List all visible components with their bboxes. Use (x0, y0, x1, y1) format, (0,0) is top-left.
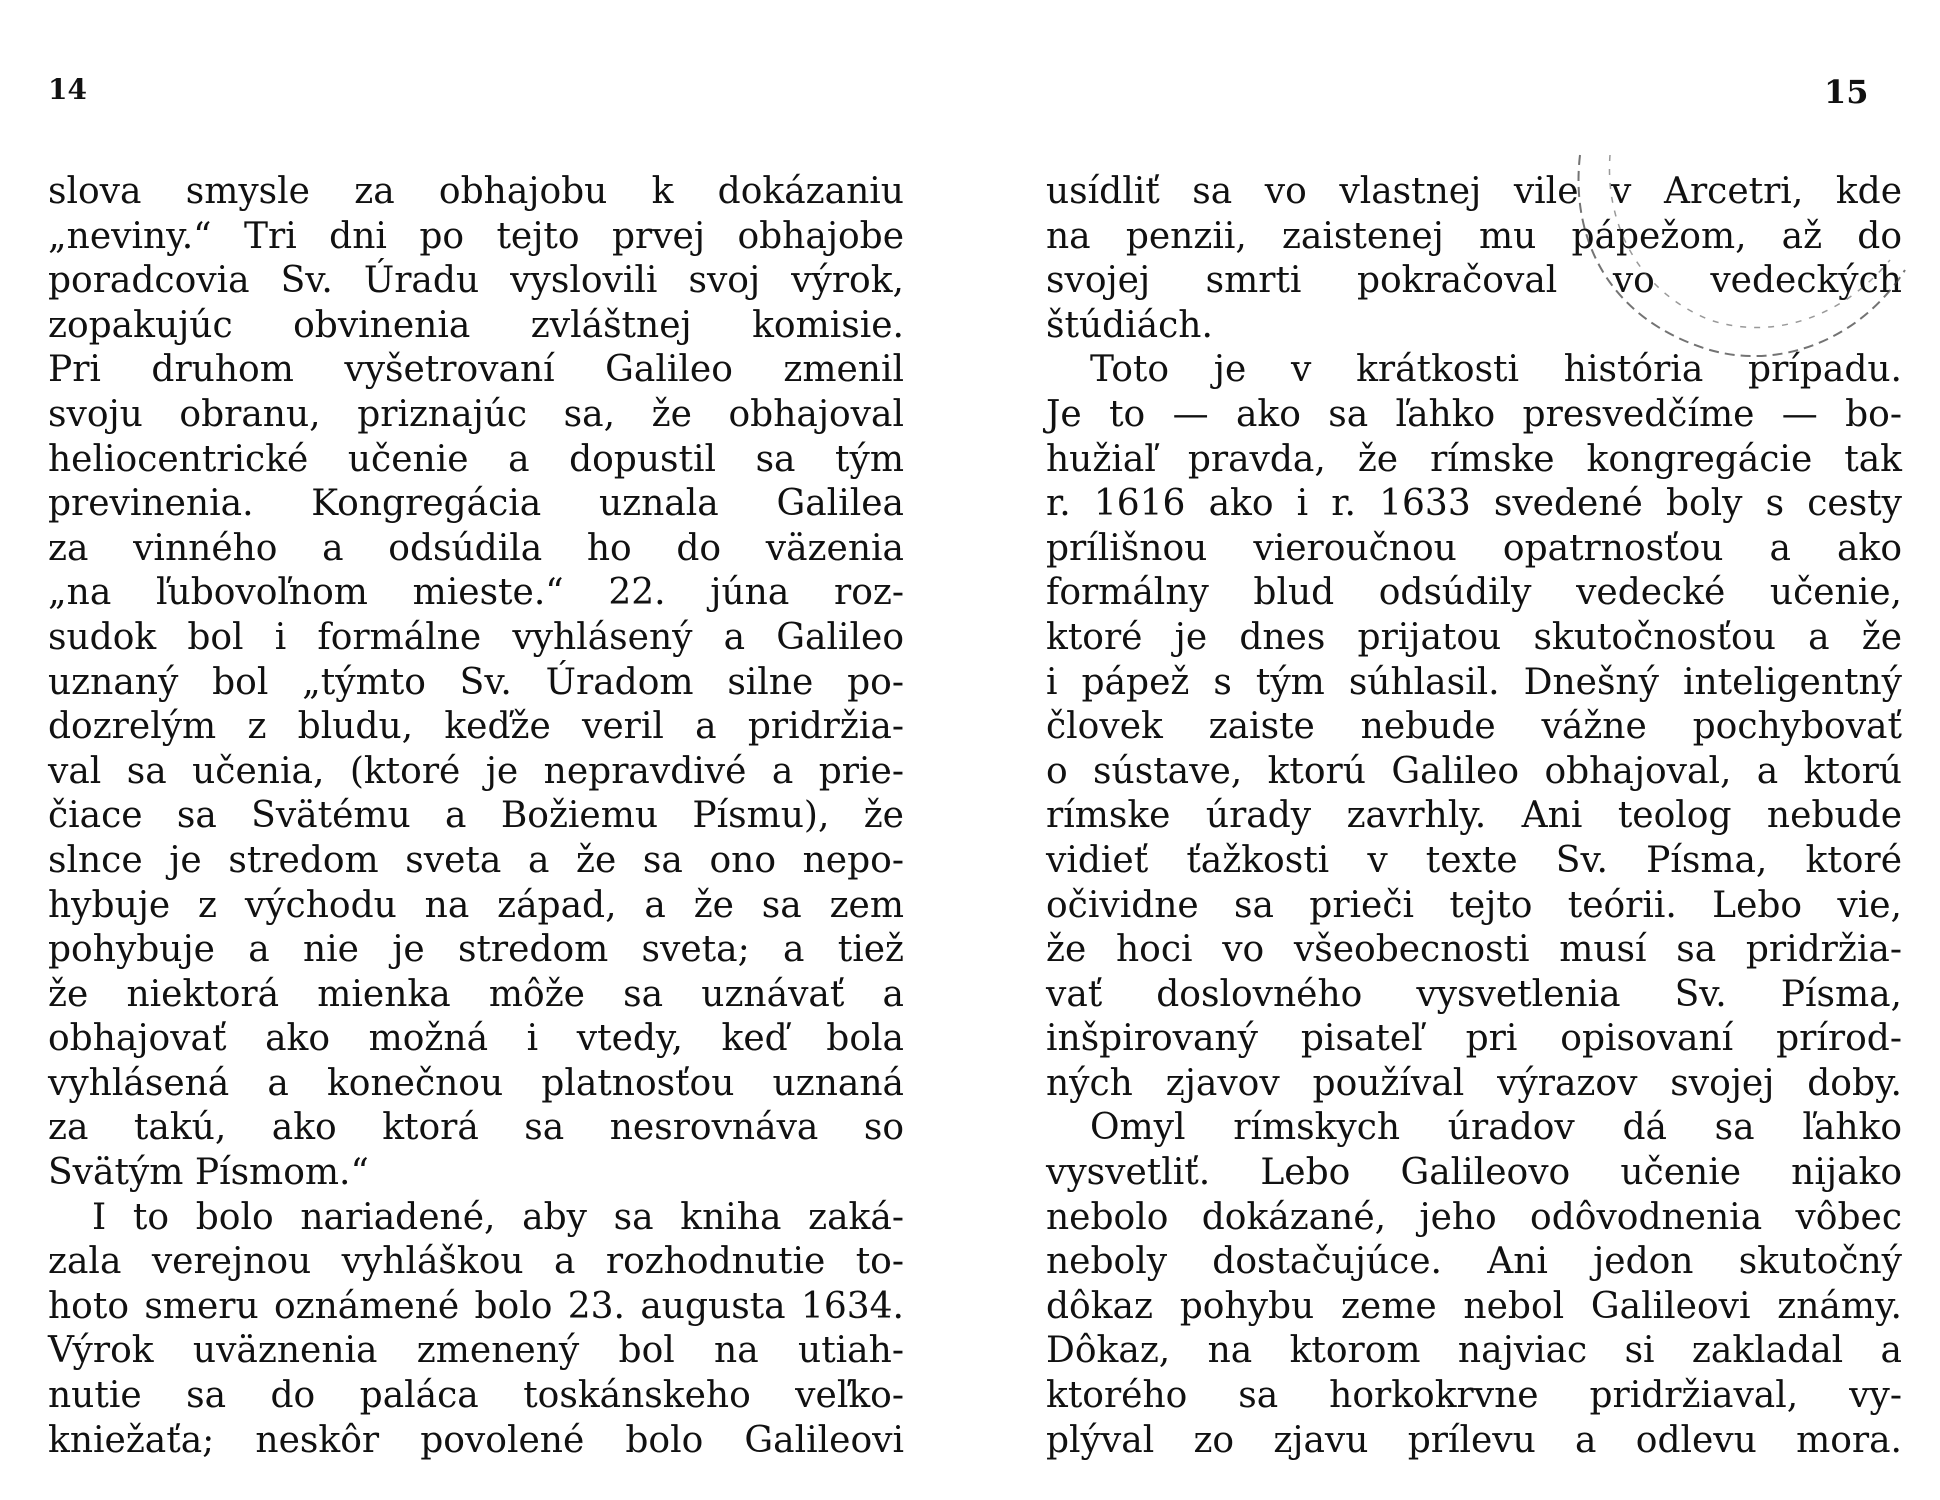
text-line: Toto je v krátkosti história prípadu. (1090, 349, 1902, 391)
text-line: vidieť ťažkosti v texte Sv. Písma, ktoré (1046, 839, 1902, 881)
text-line: hužiaľ pravda, že rímske kongregácie tak (1046, 438, 1902, 480)
text-line: neboly dostačujúce. Ani jedon skutočný (1046, 1241, 1902, 1283)
text-line: Omyl rímskych úradov dá sa ľahko (1090, 1107, 1902, 1149)
text-line: „na ľubovoľnom mieste.“ 22. júna roz- (48, 572, 904, 614)
text-line: hoto smeru oznámené bolo 23. augusta 1634. (48, 1285, 904, 1327)
text-line: i pápež s tým súhlasil. Dnešný inteligentný (1046, 661, 1902, 703)
text-line: obhajovať ako možná i vtedy, keď bola (48, 1018, 904, 1060)
text-line: zala verejnou vyhláškou a rozhodnutie to- (48, 1241, 904, 1283)
text-line: pohybuje a nie je stredom sveta; a tiež (48, 929, 904, 971)
text-line: vať doslovného vysvetlenia Sv. Písma, (1046, 973, 1902, 1015)
text-line: kniežaťa; neskôr povolené bolo Galileovi (48, 1419, 904, 1461)
text-line: na penzii, zaistenej mu pápežom, až do (1046, 215, 1902, 257)
text-line: svoju obranu, priznajúc sa, že obhajoval (48, 393, 904, 435)
text-line: inšpirovaný pisateľ pri opisovaní prírod- (1046, 1018, 1902, 1060)
text-line: človek zaiste nebude vážne pochybovať (1046, 706, 1902, 748)
text-line: ných zjavov používal výrazov svojej doby. (1046, 1062, 1902, 1104)
text-line: usídliť sa vo vlastnej vile v Arcetri, kde (1046, 171, 1902, 212)
text-line: heliocentrické učenie a dopustil sa tým (48, 438, 904, 480)
text-line: nebolo dokázané, jeho odôvodnenia vôbec (1046, 1196, 1902, 1238)
text-line: sudok bol i formálne vyhlásený a Galileo (48, 616, 904, 658)
text-line: dozrelým z bludu, keďže veril a pridržia- (48, 706, 904, 748)
text-line: I to bolo nariadené, aby sa kniha zaká- (92, 1196, 904, 1238)
text-line: za takú, ako ktorá sa nesrovnáva so (48, 1107, 904, 1149)
text-line: Je to — ako sa ľahko presvedčíme — bo- (1046, 393, 1902, 435)
text-line: čiace sa Svätému a Božiemu Písmu), že (48, 795, 904, 837)
text-line: svojej smrti pokračoval vo vedeckých (1046, 260, 1902, 302)
text-line: uznaný bol „týmto Sv. Úradom silne po- (48, 661, 904, 703)
text-line: Výrok uväznenia zmenený bol na utiah- (48, 1330, 904, 1372)
text-line: za vinného a odsúdila ho do väzenia (48, 527, 904, 569)
text-line: rímske úrady zavrhly. Ani teolog nebude (1046, 795, 1902, 837)
text-line: previnenia. Kongregácia uznala Galilea (48, 483, 904, 525)
text-line: zopakujúc obvinenia zvláštnej komisie. (48, 304, 904, 346)
text-line: ktorého sa horkokrvne pridržiaval, vy- (1046, 1375, 1902, 1417)
text-line: vysvetliť. Lebo Galileovo učenie nijako (1046, 1152, 1902, 1194)
text-line: val sa učenia, (ktoré je nepravdivé a prie- (48, 750, 904, 792)
text-line: Svätým Písmom.“ (48, 1152, 369, 1194)
text-line: formálny blud odsúdily vedecké učenie, (1046, 572, 1902, 614)
text-line: očividne sa prieči tejto teórii. Lebo vie, (1046, 884, 1902, 926)
text-line: Dôkaz, na ktorom najviac si zakladal a (1046, 1330, 1902, 1372)
text-line: o sústave, ktorú Galileo obhajoval, a ktorú (1046, 750, 1902, 792)
text-line: slova smysle za obhajobu k dokázaniu (48, 171, 904, 212)
text-line: že hoci vo všeobecnosti musí sa pridržia- (1046, 929, 1902, 971)
text-line: prílišnou vieroučnou opatrnosťou a ako (1046, 527, 1902, 569)
text-line: slnce je stredom sveta a že sa ono nepo- (48, 839, 904, 881)
text-line: štúdiách. (1046, 304, 1213, 346)
text-line: „neviny.“ Tri dni po tejto prvej obhajobe (48, 215, 904, 257)
right-page-text (1046, 170, 1902, 1463)
text-line: poradcovia Sv. Úradu vyslovili svoj výrok, (48, 260, 904, 302)
text-line: hybuje z východu na západ, a že sa zem (48, 884, 904, 926)
text-line: r. 1616 ako i r. 1633 svedené boly s cesty (1046, 483, 1902, 525)
text-line: dôkaz pohybu zeme nebol Galileovi známy. (1046, 1285, 1902, 1327)
text-line: vyhlásená a konečnou platnosťou uznaná (48, 1062, 904, 1104)
right-page-number: 15 (1824, 73, 1869, 111)
left-page-text (48, 170, 904, 1463)
text-line: Pri druhom vyšetrovaní Galileo zmenil (48, 349, 904, 391)
text-line: nutie sa do paláca toskánskeho veľko- (48, 1375, 904, 1417)
text-line: ktoré je dnes prijatou skutočnosťou a že (1046, 616, 1902, 658)
text-line: že niektorá mienka môže sa uznávať a (48, 973, 904, 1015)
left-page-number: 14 (48, 73, 87, 106)
text-line: plýval zo zjavu prílevu a odlevu mora. (1046, 1419, 1902, 1461)
